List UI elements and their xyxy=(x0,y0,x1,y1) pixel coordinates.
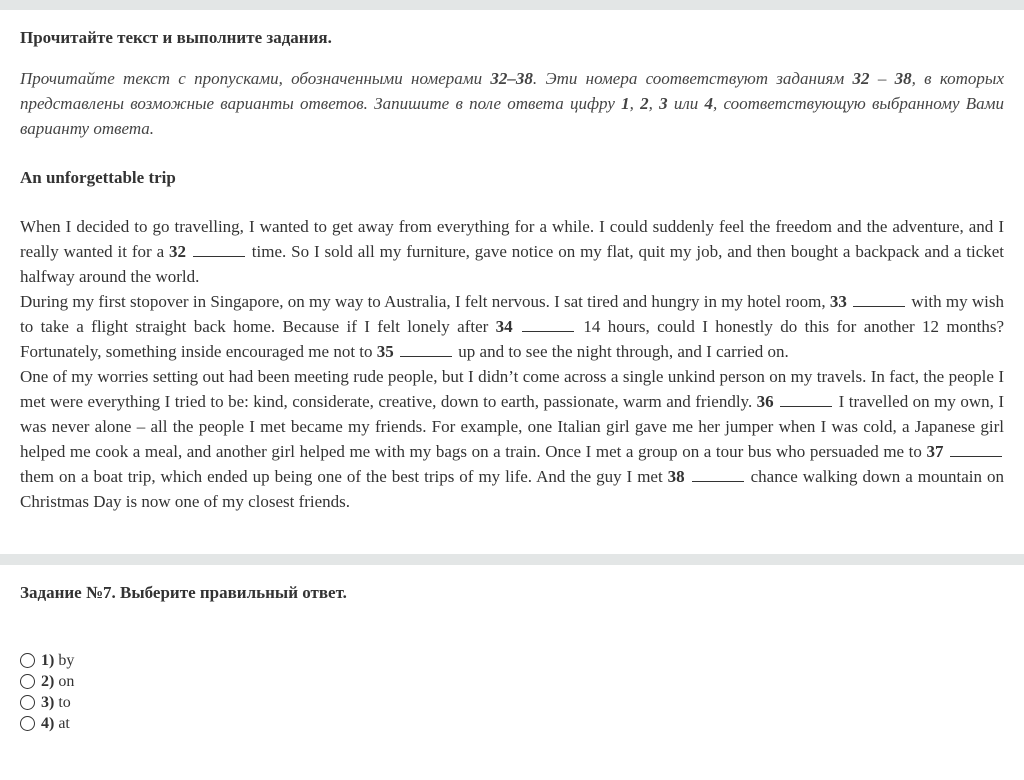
gap-blank xyxy=(522,314,574,332)
gap-blank xyxy=(853,289,905,307)
gap-blank xyxy=(950,439,1002,457)
answer-option-1[interactable]: 1) by xyxy=(20,650,74,671)
story-paragraph: One of my worries setting out had been meeting rude people, but I didn’t come across a single unkind person on my travels. In fact, the people I met were everything I tried to be: kind, considerate, creative, down to earth, passionate, warm and friendly. 36 I travelled on my own, I was never alone – all the people I met became my friends. For example, one Italian girl gave me her jumper when I was cold, a Japanese girl helped me cook a meal, and another girl helped me with my bags on a train. Once I met a group on a tour bus who persuaded me to 37 them on a boat trip, which ended up being one of the best trips of my life. And the guy I met 38 chance walking down a mountain on Christmas Day is now one of my closest friends. xyxy=(20,367,1004,511)
gap-blank xyxy=(780,389,832,407)
gap-blank xyxy=(193,239,245,257)
story-title: An unforgettable trip xyxy=(20,168,176,187)
task-title: Задание №7. Выберите правильный ответ. xyxy=(20,583,347,602)
answer-option-2[interactable]: 2) on xyxy=(20,671,74,692)
answer-option-4[interactable]: 4) at xyxy=(20,713,74,734)
gap-number: 34 xyxy=(495,317,513,336)
radio-button[interactable] xyxy=(20,653,35,668)
gap-number: 35 xyxy=(376,342,394,361)
gap-number: 33 xyxy=(829,292,847,311)
answer-option-3[interactable]: 3) to xyxy=(20,692,74,713)
top-divider-bar xyxy=(0,0,1024,10)
gap-number: 32 xyxy=(169,242,187,261)
gap-number: 37 xyxy=(926,442,944,461)
page-title: Прочитайте текст и выполните задания. xyxy=(20,28,332,47)
radio-button[interactable] xyxy=(20,695,35,710)
radio-button[interactable] xyxy=(20,716,35,731)
gap-number: 38 xyxy=(667,467,685,486)
gap-number: 36 xyxy=(756,392,774,411)
section-divider-bar xyxy=(0,554,1024,565)
gap-blank xyxy=(400,339,452,357)
story-paragraph: During my first stopover in Singapore, on my way to Australia, I felt nervous. I sat tired and hungry in my hotel room, 33 with my wish to take a flight straight back home. Because if I felt lonely after 34 14 hours, could I honestly do this for another 12 months? Fortunately, something inside encouraged me not to 35 up and to see the night through, and I carried on. xyxy=(20,289,1004,364)
story-text xyxy=(20,214,1004,514)
radio-button[interactable] xyxy=(20,674,35,689)
instructions-text: Прочитайте текст с пропусками, обозначенными номерами 32–38. Эти номера соответствуют заданиям 32 – 38, в которых представлены возможные варианты ответов. Запишите в поле ответа цифру 1, 2, 3 или 4, соответствующую выбранному Вами варианту ответа. xyxy=(20,69,1005,138)
answer-options xyxy=(20,650,74,734)
story-paragraph: When I decided to go travelling, I wanted to get away from everything for a while. I could suddenly feel the freedom and the adventure, and I really wanted it for a 32 time. So I sold all my furniture, gave notice on my flat, quit my job, and then bought a backpack and a ticket halfway around the world. xyxy=(20,217,1005,286)
gap-blank xyxy=(692,464,744,482)
